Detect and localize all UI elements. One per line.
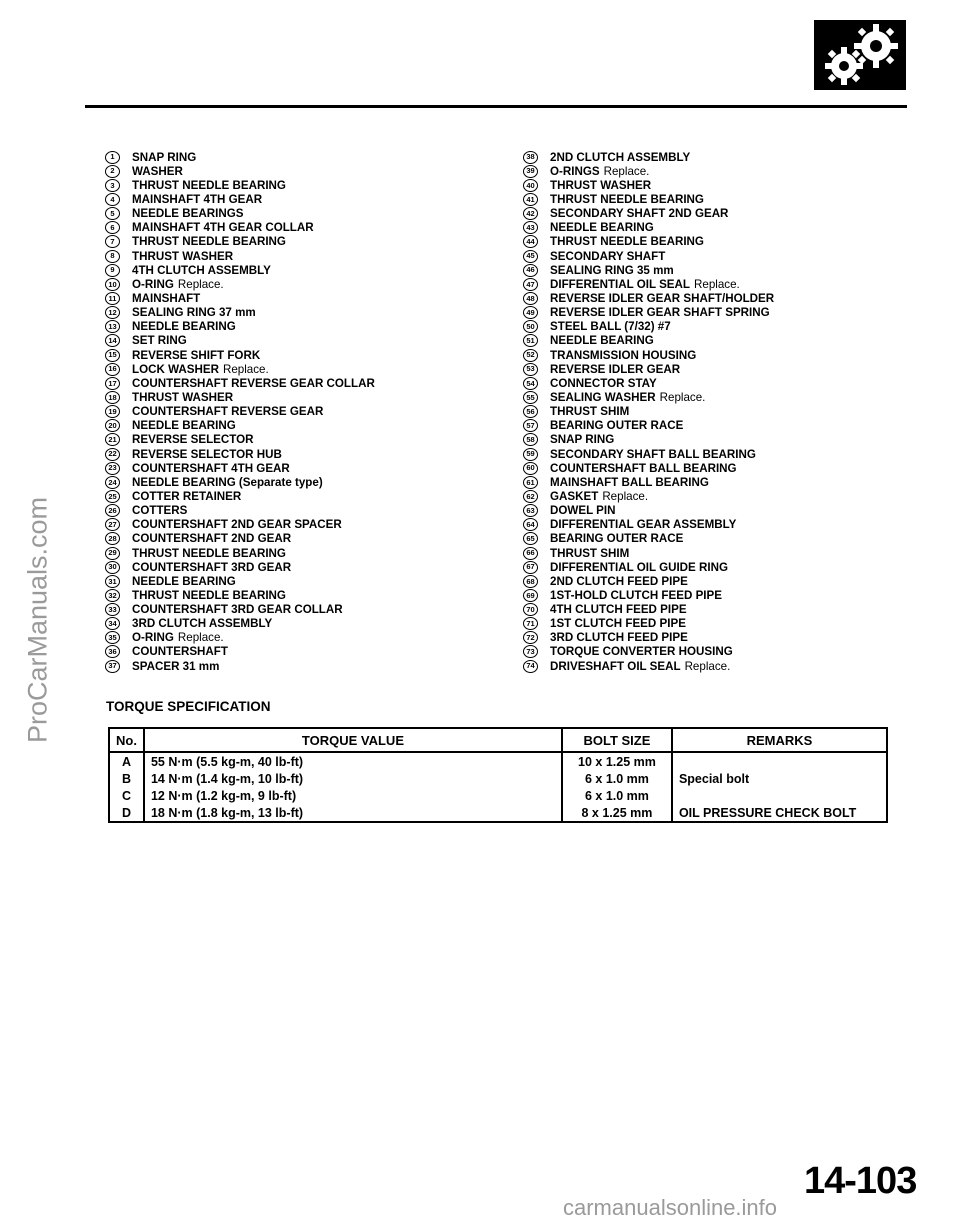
part-number: 10 <box>105 278 120 291</box>
part-name: 4TH CLUTCH FEED PIPE <box>550 603 687 617</box>
part-number: 68 <box>523 575 538 588</box>
part-number: 71 <box>523 617 538 630</box>
part-name: NEEDLE BEARINGS <box>132 207 244 221</box>
part-name: 1ST-HOLD CLUTCH FEED PIPE <box>550 588 722 602</box>
torque-no: C <box>109 787 144 804</box>
part-item <box>105 192 505 206</box>
part-name: TRANSMISSION HOUSING <box>550 348 697 362</box>
part-number: 28 <box>105 532 120 545</box>
part-name: REVERSE SELECTOR <box>132 433 254 447</box>
part-number: 43 <box>523 221 538 234</box>
part-name: THRUST NEEDLE BEARING <box>132 235 286 249</box>
part-name: THRUST NEEDLE BEARING <box>132 546 286 560</box>
part-number: 56 <box>523 405 538 418</box>
part-item <box>105 164 505 178</box>
part-item <box>105 433 505 447</box>
part-name: SECONDARY SHAFT BALL BEARING <box>550 447 756 461</box>
part-name: SNAP RING <box>132 150 197 164</box>
part-item <box>105 235 505 249</box>
part-number: 15 <box>105 349 120 362</box>
part-number: 27 <box>105 518 120 531</box>
part-name: COUNTERSHAFT BALL BEARING <box>550 461 737 475</box>
part-note: Replace. <box>694 277 740 291</box>
part-name: DOWEL PIN <box>550 504 616 518</box>
part-name: NEEDLE BEARING <box>132 574 236 588</box>
part-item <box>523 447 903 461</box>
part-item <box>105 461 505 475</box>
part-name: SET RING <box>132 334 187 348</box>
part-item <box>523 291 903 305</box>
part-number: 57 <box>523 419 538 432</box>
part-number: 1 <box>105 151 120 164</box>
part-name: NEEDLE BEARING <box>132 320 236 334</box>
part-number: 23 <box>105 462 120 475</box>
part-item <box>105 320 505 334</box>
part-name: MAINSHAFT BALL BEARING <box>550 475 709 489</box>
part-number: 9 <box>105 264 120 277</box>
part-number: 44 <box>523 235 538 248</box>
part-item <box>105 518 505 532</box>
part-name: SECONDARY SHAFT 2ND GEAR <box>550 207 729 221</box>
part-name: DIFFERENTIAL GEAR ASSEMBLY <box>550 518 737 532</box>
part-number: 2 <box>105 165 120 178</box>
part-number: 20 <box>105 419 120 432</box>
part-number: 60 <box>523 462 538 475</box>
parts-list-right <box>523 150 903 673</box>
part-name: THRUST NEEDLE BEARING <box>550 192 704 206</box>
part-item <box>523 603 903 617</box>
part-number: 61 <box>523 476 538 489</box>
part-item <box>523 178 903 192</box>
header-remarks: REMARKS <box>672 728 887 752</box>
part-item <box>105 348 505 362</box>
remarks <box>672 752 887 770</box>
header-no: No. <box>109 728 144 752</box>
part-note: Replace. <box>602 489 649 503</box>
torque-header-row <box>109 728 887 752</box>
part-name: 4TH CLUTCH ASSEMBLY <box>132 263 271 277</box>
part-name: THRUST SHIM <box>550 405 630 419</box>
part-name: 2ND CLUTCH ASSEMBLY <box>550 150 691 164</box>
part-name: THRUST NEEDLE BEARING <box>550 235 704 249</box>
part-item <box>105 390 505 404</box>
part-name: THRUST NEEDLE BEARING <box>132 588 286 602</box>
torque-value: 55 N·m (5.5 kg-m, 40 lb-ft) <box>144 752 562 770</box>
part-item <box>523 348 903 362</box>
part-number: 32 <box>105 589 120 602</box>
part-item <box>523 518 903 532</box>
part-item <box>105 574 505 588</box>
part-name: COUNTERSHAFT 2ND GEAR SPACER <box>132 518 342 532</box>
part-number: 53 <box>523 363 538 376</box>
part-item <box>105 631 505 645</box>
part-item <box>523 277 903 291</box>
bolt-size: 6 x 1.0 mm <box>562 770 672 787</box>
part-name: WASHER <box>132 164 183 178</box>
part-number: 25 <box>105 490 120 503</box>
part-item <box>523 617 903 631</box>
part-item <box>105 221 505 235</box>
part-name: SECONDARY SHAFT <box>550 249 666 263</box>
part-number: 14 <box>105 334 120 347</box>
part-item <box>105 376 505 390</box>
part-item <box>523 489 903 503</box>
part-item <box>523 574 903 588</box>
part-item <box>105 617 505 631</box>
part-name: BEARING OUTER RACE <box>550 532 684 546</box>
part-item <box>105 362 505 376</box>
torque-spec-title: TORQUE SPECIFICATION <box>106 699 271 714</box>
part-number: 52 <box>523 349 538 362</box>
part-number: 63 <box>523 504 538 517</box>
part-name: COUNTERSHAFT 4TH GEAR <box>132 461 290 475</box>
bolt-size: 10 x 1.25 mm <box>562 752 672 770</box>
part-number: 34 <box>105 617 120 630</box>
watermark-text: ProCarManuals.com <box>22 496 53 744</box>
part-item <box>523 320 903 334</box>
part-item <box>523 390 903 404</box>
gears-icon <box>814 20 906 90</box>
part-number: 4 <box>105 193 120 206</box>
part-number: 8 <box>105 250 120 263</box>
part-name: NEEDLE BEARING <box>550 334 654 348</box>
part-number: 30 <box>105 561 120 574</box>
part-number: 17 <box>105 377 120 390</box>
part-number: 31 <box>105 575 120 588</box>
part-name: 3RD CLUTCH ASSEMBLY <box>132 617 273 631</box>
part-item <box>523 405 903 419</box>
part-note: Replace. <box>603 164 650 178</box>
part-number: 22 <box>105 448 120 461</box>
part-item <box>523 376 903 390</box>
part-name: DIFFERENTIAL OIL SEAL <box>550 277 690 291</box>
part-item <box>105 588 505 602</box>
part-name: COUNTERSHAFT <box>132 645 228 659</box>
part-name: 1ST CLUTCH FEED PIPE <box>550 617 686 631</box>
part-item <box>523 461 903 475</box>
part-name: DIFFERENTIAL OIL GUIDE RING <box>550 560 728 574</box>
part-item <box>105 178 505 192</box>
part-item <box>523 221 903 235</box>
part-item <box>105 207 505 221</box>
part-number: 65 <box>523 532 538 545</box>
part-name: REVERSE SELECTOR HUB <box>132 447 282 461</box>
footer-watermark: carmanualsonline.info <box>563 1195 778 1220</box>
page-number: 14-103 <box>804 1160 917 1202</box>
parts-list-left <box>105 150 505 673</box>
part-name: COUNTERSHAFT 3RD GEAR COLLAR <box>132 603 343 617</box>
part-item <box>105 645 505 659</box>
part-name: THRUST WASHER <box>132 249 234 263</box>
part-number: 73 <box>523 645 538 658</box>
part-item <box>105 291 505 305</box>
part-number: 39 <box>523 165 538 178</box>
part-item <box>105 603 505 617</box>
part-number: 13 <box>105 320 120 333</box>
part-name: COUNTERSHAFT 3RD GEAR <box>132 560 292 574</box>
part-number: 41 <box>523 193 538 206</box>
part-number: 70 <box>523 603 538 616</box>
part-number: 29 <box>105 547 120 560</box>
part-number: 74 <box>523 660 538 673</box>
part-number: 37 <box>105 660 120 673</box>
remarks: Special bolt <box>672 770 887 787</box>
part-item <box>523 645 903 659</box>
part-item <box>105 419 505 433</box>
part-name: REVERSE IDLER GEAR <box>550 362 681 376</box>
part-item <box>523 306 903 320</box>
part-name: O-RINGS <box>550 164 600 178</box>
part-number: 49 <box>523 306 538 319</box>
part-number: 5 <box>105 207 120 220</box>
part-name: COTTERS <box>132 504 188 518</box>
part-item <box>105 447 505 461</box>
part-number: 66 <box>523 547 538 560</box>
torque-row <box>109 770 887 787</box>
part-number: 21 <box>105 433 120 446</box>
part-item <box>523 164 903 178</box>
bolt-size: 6 x 1.0 mm <box>562 787 672 804</box>
part-item <box>523 362 903 376</box>
part-name: COTTER RETAINER <box>132 489 242 503</box>
part-number: 16 <box>105 363 120 376</box>
part-item <box>523 150 903 164</box>
part-item <box>105 306 505 320</box>
part-number: 36 <box>105 645 120 658</box>
part-number: 55 <box>523 391 538 404</box>
part-number: 26 <box>105 504 120 517</box>
part-name: TORQUE CONVERTER HOUSING <box>550 645 733 659</box>
bolt-size: 8 x 1.25 mm <box>562 804 672 822</box>
header-torque-value: TORQUE VALUE <box>144 728 562 752</box>
part-item <box>105 659 505 673</box>
part-item <box>523 334 903 348</box>
part-name: O-RING <box>132 277 174 291</box>
part-item <box>105 405 505 419</box>
part-name: NEEDLE BEARING <box>132 419 236 433</box>
torque-no: A <box>109 752 144 770</box>
part-item <box>105 334 505 348</box>
part-item <box>105 150 505 164</box>
part-item <box>523 546 903 560</box>
part-number: 69 <box>523 589 538 602</box>
part-number: 51 <box>523 334 538 347</box>
part-number: 45 <box>523 250 538 263</box>
part-number: 42 <box>523 207 538 220</box>
part-note: Replace. <box>684 659 731 673</box>
part-name: 2ND CLUTCH FEED PIPE <box>550 574 688 588</box>
part-name: REVERSE IDLER GEAR SHAFT SPRING <box>550 306 770 320</box>
part-name: THRUST NEEDLE BEARING <box>132 178 286 192</box>
part-name: COUNTERSHAFT REVERSE GEAR <box>132 405 324 419</box>
part-name: NEEDLE BEARING (Separate type) <box>132 475 323 489</box>
part-number: 12 <box>105 306 120 319</box>
part-number: 35 <box>105 631 120 644</box>
part-note: Replace. <box>659 390 706 404</box>
part-number: 48 <box>523 292 538 305</box>
torque-value: 12 N·m (1.2 kg-m, 9 lb-ft) <box>144 787 562 804</box>
part-name: 3RD CLUTCH FEED PIPE <box>550 631 688 645</box>
part-number: 67 <box>523 561 538 574</box>
part-item <box>105 489 505 503</box>
watermark <box>18 440 58 800</box>
remarks <box>672 787 887 804</box>
part-item <box>523 475 903 489</box>
part-name: O-RING <box>132 631 174 645</box>
header-bolt-size: BOLT SIZE <box>562 728 672 752</box>
part-item <box>523 504 903 518</box>
part-item <box>105 546 505 560</box>
part-item <box>523 560 903 574</box>
part-number: 64 <box>523 518 538 531</box>
part-number: 6 <box>105 221 120 234</box>
part-item <box>105 263 505 277</box>
part-number: 33 <box>105 603 120 616</box>
part-name: LOCK WASHER <box>132 362 219 376</box>
part-name: REVERSE IDLER GEAR SHAFT/HOLDER <box>550 291 775 305</box>
part-number: 19 <box>105 405 120 418</box>
part-name: COUNTERSHAFT REVERSE GEAR COLLAR <box>132 376 375 390</box>
part-name: SEALING RING 37 mm <box>132 306 256 320</box>
part-number: 38 <box>523 151 538 164</box>
torque-value: 18 N·m (1.8 kg-m, 13 lb-ft) <box>144 804 562 822</box>
part-item <box>105 475 505 489</box>
part-name: GASKET <box>550 489 599 503</box>
torque-row <box>109 752 887 770</box>
part-name: NEEDLE BEARING <box>550 221 654 235</box>
part-number: 24 <box>105 476 120 489</box>
part-name: SEALING WASHER <box>550 390 656 404</box>
part-number: 54 <box>523 377 538 390</box>
part-number: 59 <box>523 448 538 461</box>
torque-no: D <box>109 804 144 822</box>
part-name: MAINSHAFT <box>132 291 201 305</box>
part-number: 11 <box>105 292 120 305</box>
part-number: 72 <box>523 631 538 644</box>
part-item <box>105 532 505 546</box>
torque-no: B <box>109 770 144 787</box>
torque-value: 14 N·m (1.4 kg-m, 10 lb-ft) <box>144 770 562 787</box>
part-name: SEALING RING 35 mm <box>550 263 674 277</box>
part-item <box>105 560 505 574</box>
part-name: REVERSE SHIFT FORK <box>132 348 261 362</box>
part-number: 62 <box>523 490 538 503</box>
part-item <box>523 433 903 447</box>
remarks: OIL PRESSURE CHECK BOLT <box>672 804 887 822</box>
part-item <box>523 659 903 673</box>
torque-row <box>109 804 887 822</box>
part-name: STEEL BALL (7/32) #7 <box>550 320 671 334</box>
part-name: MAINSHAFT 4TH GEAR COLLAR <box>132 221 314 235</box>
part-item <box>523 532 903 546</box>
part-name: CONNECTOR STAY <box>550 376 657 390</box>
part-name: MAINSHAFT 4TH GEAR <box>132 192 263 206</box>
part-name: BEARING OUTER RACE <box>550 419 684 433</box>
part-name: THRUST SHIM <box>550 546 630 560</box>
part-number: 3 <box>105 179 120 192</box>
part-item <box>523 419 903 433</box>
part-name: SNAP RING <box>550 433 615 447</box>
torque-row <box>109 787 887 804</box>
part-number: 50 <box>523 320 538 333</box>
part-number: 18 <box>105 391 120 404</box>
part-item <box>523 263 903 277</box>
part-item <box>105 277 505 291</box>
part-name: DRIVESHAFT OIL SEAL <box>550 659 681 673</box>
part-number: 58 <box>523 433 538 446</box>
part-note: Replace. <box>177 631 224 645</box>
header-rule <box>85 105 907 108</box>
part-name: THRUST WASHER <box>132 390 234 404</box>
part-number: 7 <box>105 235 120 248</box>
part-number: 47 <box>523 278 538 291</box>
part-item <box>105 249 505 263</box>
part-item <box>523 235 903 249</box>
part-item <box>523 588 903 602</box>
part-item <box>523 631 903 645</box>
part-item <box>523 249 903 263</box>
part-name: COUNTERSHAFT 2ND GEAR <box>132 532 292 546</box>
part-item <box>105 504 505 518</box>
part-number: 40 <box>523 179 538 192</box>
part-item <box>523 207 903 221</box>
part-note: Replace. <box>177 277 224 291</box>
part-number: 46 <box>523 264 538 277</box>
part-name: THRUST WASHER <box>550 178 652 192</box>
torque-table <box>108 727 888 823</box>
part-name: SPACER 31 mm <box>132 659 220 673</box>
part-note: Replace. <box>222 362 269 376</box>
part-item <box>523 192 903 206</box>
